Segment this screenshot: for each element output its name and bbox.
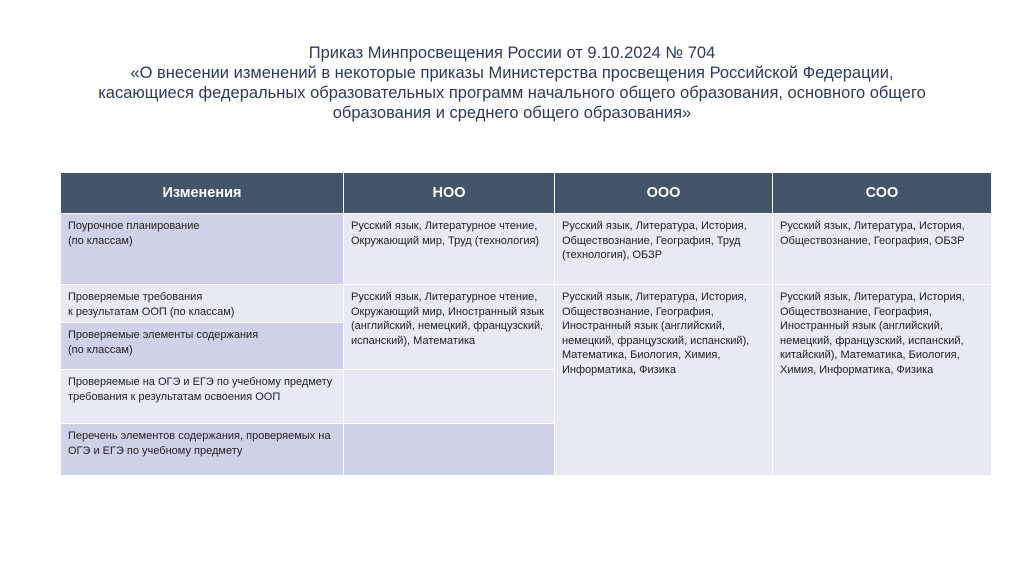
- table-row: [61, 214, 992, 285]
- cell-ooo-merged: Русский язык, Литература, История, Обществознание, География, Иностранный язык (английский, немецкий, французский, испанский), Математика, Биология, Химия, Информатика, Физика: [555, 285, 773, 476]
- header-changes: Изменения: [61, 173, 344, 214]
- cell-soo-merged: Русский язык, Литература, История, Обществознание, География, Иностранный язык (английский, немецкий, французский, испанский, китайский), Математика, Биология, Химия, Информатика, Физика: [773, 285, 992, 476]
- header-noo: НОО: [344, 173, 555, 214]
- changes-table: [60, 172, 992, 476]
- cell-noo-empty: [344, 370, 555, 424]
- header-soo: СОО: [773, 173, 992, 214]
- cell-soo: Русский язык, Литература, История, Обществознание, География, ОБЗР: [773, 214, 992, 285]
- cell-noo-merged: Русский язык, Литературное чтение, Окружающий мир, Иностранный язык (английский, немецкий, французский, испанский), Математика: [344, 285, 555, 370]
- title-line-1: Приказ Минпросвещения России от 9.10.2024 № 704: [308, 44, 716, 62]
- title-line-3: касающиеся федеральных образовательных программ начального общего образования, основного общего: [98, 84, 926, 102]
- table-header-row: [61, 173, 992, 214]
- header-ooo: ООО: [555, 173, 773, 214]
- cell-change: Проверяемые на ОГЭ и ЕГЭ по учебному предмету требования к результатам освоения ООП: [61, 370, 344, 424]
- title-line-2: «О внесении изменений в некоторые приказы Министерства просвещения Российской Федерации,: [130, 64, 894, 82]
- cell-noo: Русский язык, Литературное чтение, Окружающий мир, Труд (технология): [344, 214, 555, 285]
- title-line-4: образования и среднего общего образования»: [332, 104, 692, 122]
- cell-change: Проверяемые требования к результатам ООП (по классам): [61, 285, 344, 323]
- slide-title: [60, 43, 964, 123]
- cell-ooo: Русский язык, Литература, История, Обществознание, География, Труд (технология), ОБЗР: [555, 214, 773, 285]
- cell-change: Проверяемые элементы содержания (по классам): [61, 323, 344, 370]
- cell-change: Поурочное планирование (по классам): [61, 214, 344, 285]
- cell-noo-empty: [344, 424, 555, 476]
- table-row: [61, 285, 992, 323]
- cell-change: Перечень элементов содержания, проверяемых на ОГЭ и ЕГЭ по учебному предмету: [61, 424, 344, 476]
